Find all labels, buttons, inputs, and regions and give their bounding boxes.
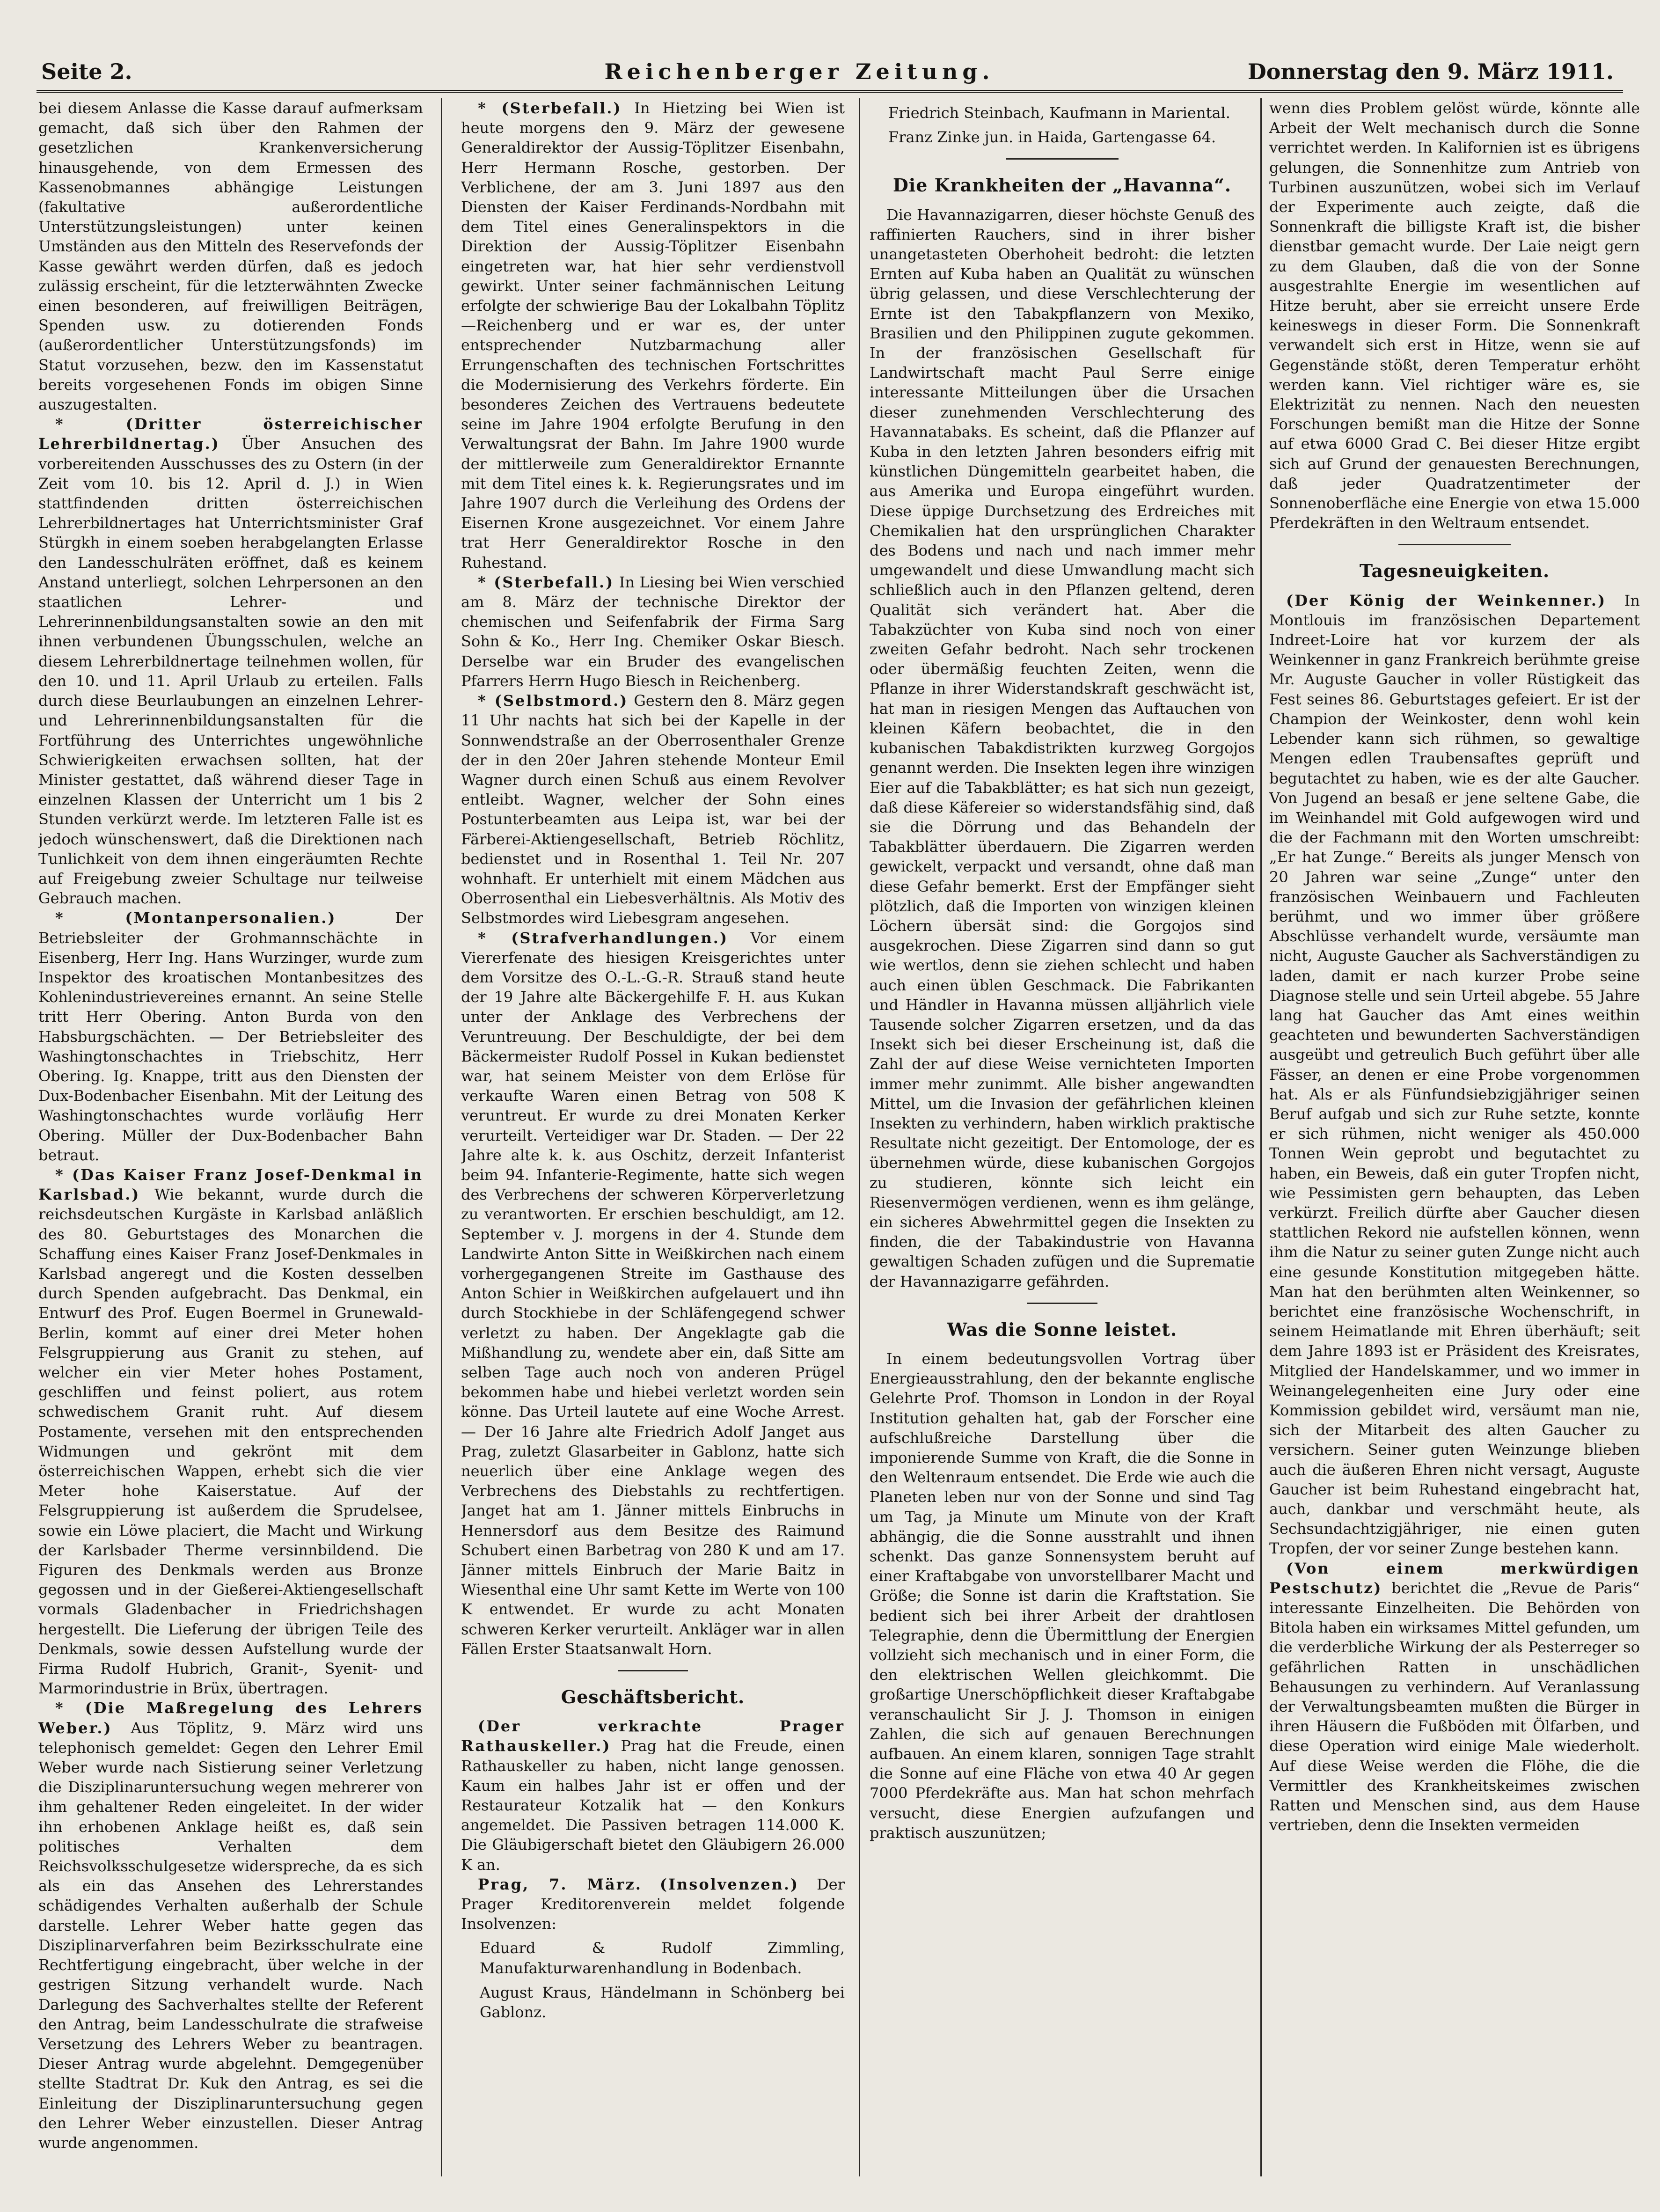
item-body: In Hietzing bei Wien ist heute morgens den 9. März der gewesene Generaldirektor der Aussig-Töplitzer Eisenbahn, Herr Hermann Rosche, gestorben. Der Verblichene, der am 3. Juni 1897 aus den Diensten der Kaiser Ferdinands-Nordbahn mit dem Titel eines Generalinspektors in die Direktion der Aussig-Töplitzer Eisenbahn eingetreten war, hat hier sehr verdienstvoll gewirkt. Unter seiner fachmännischen Leitung erfolgte der schwierige Bau der Lokalbahn Töplitz—Reichenberg und er war es, der unter entsprechender Nutzbarmachung aller Errungenschaften des technischen Fortschrittes die Modernisierung des Verkehrs förderte. Ein besonderes Zeichen des Vertrauens bedeutete seine im Jahre 1904 erfolgte Berufung in den Verwaltungsrat der Bahn. Im Jahre 1900 wurde der mittlerweile zum Generaldirektor Ernannte mit dem Titel eines k. k. Regierungsrates und im Jahre 1907 durch die Verleihung des Ordens der Eisernen Krone ausgezeichnet. Vor einem Jahre trat Herr Generaldirektor Rosche in den Ruhestand. bbox=[461, 99, 845, 571]
article-heading-havana: Die Krankheiten der „Havanna“. bbox=[892, 175, 1232, 196]
item-body: Prag hat die Freude, einen Rathauskeller zu haben, nicht lange genossen. Kaum ein halbes Jahr ist er offen und der Restaurateur Kotzalik hat — den Konkurs angemeldet. Die Passiven betragen 114.000 K. Die Gläubigerschaft bietet den Gläubigern 26.000 K an. bbox=[461, 1737, 845, 1874]
news-item-court bbox=[461, 928, 845, 1659]
news-item-teacher-weber bbox=[38, 1698, 423, 2153]
section-heading-business: Geschäftsbericht. bbox=[561, 1686, 745, 1708]
item-heading: * (Dritter österreichischer Lehrerbildnertag.) bbox=[38, 415, 423, 453]
item-body: In Liesing bei Wien verschied am 8. März der technische Direktor der chemischen und Seifenfabrik der Firma Sarg Sohn & Ko., Herr Ing. Chemiker Oskar Biesch. Derselbe war ein Bruder des evangelischen Pfarrers Herrn Hugo Biesch in Reichenberg. bbox=[461, 573, 845, 690]
article-text-havana: Die Havannazigarren, dieser höchste Genuß des raffinierten Rauchers, sind in ihrer bisher unangetasteten Oberhoheit bedroht: die letzten Ernten auf Kuba haben an Qualität zu wünschen übrig gelassen, und diese Verschlechterung der Ernte ist den Tabakpflanzern von Mexiko, Brasilien und den Philippinen zugute gekommen. In der französischen Gesellschaft für Landwirtschaft macht Paul Serre einige interessante Mitteilungen über die Ursachen dieser zunehmenden Verschlechterung des Havannatabaks. Es scheint, daß die Pflanzer auf Kuba in den letzten Jahren besonders eifrig mit künstlichen Düngemitteln gearbeitet haben, die aus Amerika und Europa eingeführt wurden. Diese üppige Durchsetzung des Erdreiches mit Chemikalien hat den ursprünglichen Charakter des Bodens und nach und nach immer mehr umgewandelt und diese Umwandlung macht sich schließlich auch in den Pflanzen geltend, deren Qualität sich verändert hat. Aber die Tabakzüchter von Kuba sind noch von einer zweiten Gefahr bedroht. Nach sehr trockenen oder übermäßig feuchten Zeiten, wenn die Pflanze in ihrer Widerstandskraft geschwächt ist, hat man in riesigen Mengen das Auftauchen von kleinen Käfern beobachtet, die in den kubanischen Tabakdistrikten kurzweg Gorgojos genannt werden. Die Insekten legen ihre winzigen Eier auf die Tabakblätter; es hat sich nun gezeigt, daß diese Käfereier so widerstandsfähig sind, daß sie die Dörrung und das Behandeln der Tabakblätter überdauern. Die Zigarren werden gewickelt, verpackt und versandt, ohne daß man diese Gefahr bemerkt. Erst der Empfänger sieht plötzlich, daß die Importen von winzigen kleinen Löchern übersät sind: die Gorgojos sind ausgekrochen. Diese Zigarren sind dann so gut wie wertlos, denn sie ziehen schlecht und haben auch einen üblen Geschmack. Die Fabrikanten und Händler in Havanna müssen alljährlich viele Tausende solcher Zigarren ersetzen, und da das Insekt sich bei dieser Erscheinung ist, daß die Zahl der auf diese Weise vernichteten Importen immer mehr zunimmt. Alle bisher angewandten Mittel, um die Invasion der gefährlichen kleinen Insekten zu verhindern, haben wirklich praktische Resultate nicht gezeitigt. Der Entomologe, der es übernehmen würde, diese kubanischen Gorgojos zu studieren, könnte sich leicht ein Riesenvermögen verdienen, wenn es ihm gelänge, ein sicheres Abwehrmittel gegen die Insekten zu finden, die der Tabakindustrie von Havanna gewaltigen Schaden zufügen und die Suprematie der Havannazigarre gefährden. bbox=[870, 205, 1255, 1290]
column-1 bbox=[38, 98, 423, 2186]
business-item-rathauskeller bbox=[461, 1716, 845, 1875]
item-heading: * (Die Maßregelung des Lehrers Weber.) bbox=[38, 1699, 423, 1737]
item-body: Gestern den 8. März gegen 11 Uhr nachts hat sich bei der Kapelle in der Sonnwendstraße an der Oberrosenthaler Grenze der in den 20er Jahren stehende Monteur Emil Wagner durch einen Schuß aus einem Revolver entleibt. Wagner, welcher der Sohn eines Postunterbeamten aus Leipa ist, war bei der Färberei-Aktiengesellschaft, Betrieb Röchlitz, bedienstet und in Rosenthal 1. Teil Nr. 207 wohnhaft. Er unterhielt mit einem Mädchen aus Oberrosenthal ein Liebesverhältnis. Als Motiv des Selbstmordes wird Liebesgram angesehen. bbox=[461, 692, 845, 927]
item-body: Vor einem Viererfenate des hiesigen Kreisgerichtes unter dem Vorsitze des O.-L.-G.-R. Strauß stand heute der 19 Jahre alte Bäckergehilfe F. H. aus Kukan unter der Anklage des Verbrechens der Veruntreuung. Der Beschuldigte, der bei dem Bäckermeister Rudolf Possel in Kukan bedienstet war, hat seinem Meister von dem Erlöse für verkaufte Waren einen Betrag von 508 K veruntreut. Er wurde zu drei Monaten Kerker verurteilt. Verteidiger war Dr. Staden. — Der 22 Jahre alte k. k. aus Oschitz, derzeit Infanterist beim 94. Infanterie-Regimente, hatte sich wegen des Verbrechens der schweren Körperverletzung zu verantworten. Er erschien beschuldigt, am 12. September v. J. morgens in der 4. Stunde dem Landwirte Anton Sitte in Weißkirchen nach einem vorhergegangenen Streite im Gasthause des Anton Schier in Weißkirchen aufgelauert und ihn durch Stockhiebe in der Schläfengegend schwer verletzt zu haben. Der Angeklagte gab die Mißhandlung zu, wendete aber ein, daß Sitte am selben Tage auch noch von anderen Prügel bekommen habe und hiebei verletzt worden sein könne. Das Urteil lautete auf eine Woche Arrest. — Der 16 Jahre alte Friedrich Adolf Janget aus Prag, zuletzt Glasarbeiter in Gablonz, hatte sich neuerlich über eine Anklage wegen des Verbrechens des Diebstahls zu rechtfertigen. Janget hat am 1. Jänner mittels Einbruchs in Hennersdorf aus dem Besitze des Raimund Schubert einen Barbetrag von 280 K und am 17. Jänner mittels Einbruch der Marie Baitz in Wiesenthal eine Uhr samt Kette im Werte von 100 K entwendet. Er wurde zu acht Monaten schweren Kerker verurteilt. Ankläger war in allen Fällen Erster Staatsanwalt Horn. bbox=[461, 929, 845, 1658]
news-item-mining-personnel bbox=[38, 908, 423, 1165]
article-text-sun: In einem bedeutungsvollen Vortrag über Energieausstrahlung, den der bekannte englische Gelehrte Prof. Thomson in London in der Royal Institution gehalten hat, gab der Forscher eine aufschlußreiche Darstellung über die imponierende Summe von Kraft, die die Sonne in den Weltenraum entsendet. Die Erde wie auch die Planeten leben nur von der Sonne und sind Tag um Tag, ja Minute um Minute von der Kraft abhängig, die die Sonne ausstrahlt und ihnen schenkt. Das ganze Sonnensystem beruht auf einer Kraftabgabe von unvorstellbarer Macht und Größe; die Sonne ist darin die Kraftstation. Sie bedient sich bei ihrer Arbeit der drahtlosen Telegraphie, denn die Übermittlung der Energien vollzieht sich mechanisch und in einer Form, die den elektrischen Wellen gleichkommt. Die großartige Unerschöpflichkeit dieser Kraftabgabe veranschaulicht Sir J. J. Thomson in einigen Zahlen, die sich auf genauen Berechnungen aufbauen. An einem klaren, sonnigen Tage strahlt die Sonne auf eine Fläche von etwa 40 Ar gegen 7000 Pferdekräfte aus. Man hat schon mehrfach versucht, diese Energien aufzufangen und praktisch auszunützen; bbox=[870, 1349, 1255, 1842]
insolvency-entry: Friedrich Steinbach, Kaufmann in Mariental. bbox=[888, 104, 1230, 122]
item-body: Der Betriebsleiter der Grohmannschächte in Eisenberg, Herr Ing. Hans Wurzinger, wurde zum Inspektor des kroatischen Montanbesitzes des Kohlenindustrievereines ernannt. An seine Stelle tritt Herr Obering. Anton Burda von den Habsburgschächten. — Der Betriebsleiter des Washingtonschachtes in Triebschitz, Herr Obering. Ig. Knappe, tritt aus den Diensten der Dux-Bodenbacher Eisenbahn. Mit der Leitung des Washingtonschachtes wurde vorläufig Herr Obering. Müller der Dux-Bodenbacher Bahn betraut. bbox=[38, 909, 423, 1164]
column-3 bbox=[870, 98, 1255, 2186]
news-item-monument bbox=[38, 1165, 423, 1698]
page-number: Seite 2. bbox=[41, 59, 132, 84]
article-text: bei diesem Anlasse die Kasse darauf aufmerksam gemacht, daß sich über den Rahmen der gesetzlichen Krankenversicherung hinausgehende, von dem Ermessen des Kassenobmannes abhängige Leistungen (fakultative außerordentliche Unterstützungsleistungen) unter keinen Umständen aus den Mitteln des Reservefonds der Kasse gewährt werden dürfen, daß es jedoch zulässig erscheint, für die letzterwähnten Zwecke einen besonderen, auf freiwilligen Beiträgen, Spenden usw. zu dotierenden Fonds (außerordentlicher Unterstützungsfonds) im Statut vorzusehen, bezw. den im Kassenstatut bereits vorgesehenen Fonds im obigen Sinne auszugestalten. bbox=[38, 99, 423, 414]
item-body: In Montlouis im französischen Departement Indreet-Loire hat vor kurzem der als Weinkenner in ganz Frankreich berühmte greise Mr. Auguste Gaucher in voller Rüstigkeit das Fest seines 86. Geburtstages gefeiert. Er ist der Champion der Weinkoster, denn wohl kein Lebender kann sich rühmen, so gewaltige Mengen edlen Traubensaftes geprüft und begutachtet zu haben, wie es der alte Gaucher. Von Jugend an besaß er jene seltene Gabe, die im Weinhandel mit Gold aufgewogen wird und die der Fachmann mit den Worten umschreibt: „Er hat Zunge.“ Bereits als junger Mensch von 20 Jahren war seine „Zunge“ unter den französischen Weinbauern und Fachleuten berühmt, und wo immer über größere Abschlüsse verhandelt wurde, versäumte man nicht, Auguste Gaucher als Sachverständigen zu laden, damit er nach kurzer Probe seine Diagnose stelle und sein Urteil abgebe. 55 Jahre lang hat Gaucher das Amt eines weithin geachteten und bewunderten Sachverständigen ausgeübt und getreulich Buch geführt über alle Fässer, an denen er eine Probe vorgenommen hat. Als er als Fünfundsiebzigjähriger seinen Beruf aufgab und sich zur Ruhe setzte, konnte er sich rühmen, nicht weniger als 450.000 Tonnen Wein geprobt und begutachtet zu haben, ein Beweis, daß ein guter Tropfen nicht, wie Pessimisten gern behaupten, das Leben verkürzt. Freilich dürfte aber Gaucher diesen stattlichen Rekord nie aufstellen können, wenn ihm die Natur zu seiner guten Zunge nicht auch eine gesunde Konstitution mitgegeben hätte. Man hat den berühmten alten Weinkenner, so berichtet eine französische Wochenschrift, in seinem Heimatlande mit Ehren überhäuft; seit dem Jahre 1893 ist er Präsident des Kreisrates, Mitglied der Handelskammer, und wo immer in Weinangelegenheiten eine Jury oder eine Kommission gebildet wird, versäumt man nie, sich der Mitarbeit des alten Gaucher zu versichern. Seiner guten Weinzunge blieben auch die äußeren Ehren nicht versagt, Auguste Gaucher ist beim Ruhestand eingebracht hat, auch, dankbar und verschmäht heute, als Sechsundachtzigjähriger, nie einen guten Tropfen, der vor seiner Zunge bestehen kann. bbox=[1269, 591, 1640, 1558]
column-rule bbox=[859, 98, 860, 2176]
news-item-death-biesch bbox=[461, 572, 845, 691]
masthead bbox=[37, 56, 1623, 93]
insolvency-entry: Franz Zinke jun. in Haida, Gartengasse 64. bbox=[888, 128, 1216, 146]
news-item-teacher-trainers bbox=[38, 414, 423, 908]
insolvency-entry: August Kraus, Händelmann in Schönberg bei Gablonz. bbox=[480, 1983, 845, 2022]
item-body: Aus Töplitz, 9. März wird uns telephonisch gemeldet: Gegen den Lehrer Emil Weber wurde nach Sistierung seiner Verletzung die Disziplinaruntersuchung wegen mehrerer von ihm gehaltener Reden eingeleitet. In der wider ihn erhobenen Anklage heißt es, daß sein politisches Verhalten dem Reichsvolksschulgesetze widerspreche, da es sich als ein das Ansehen des Lehrerstandes schädigendes Verhalten außerhalb der Schule darstelle. Lehrer Weber hatte gegen das Disziplinarverfahren beim Bezirksschulrate eine Rechtfertigung eingebracht, über welche in der gestrigen Sitzung verhandelt wurde. Nach Darlegung des Sachverhaltes stellte der Referent den Antrag, beim Landesschulrate die strafweise Versetzung des Lehrers Weber zu beantragen. Dieser Antrag wurde abgelehnt. Demgegenüber stellte Stadtrat Dr. Kuk den Antrag, es sei die Einleitung der Disziplinaruntersuchung gegen den Lehrer Weber einzustellen. Dieser Antrag wurde angenommen. bbox=[38, 1719, 423, 2152]
item-heading: (Der König der Weinkenner.) bbox=[1286, 591, 1607, 609]
issue-date: Donnerstag den 9. März 1911. bbox=[1247, 59, 1614, 84]
section-divider bbox=[1006, 158, 1119, 160]
item-heading: (Der verkrachte Prager Rathauskeller.) bbox=[461, 1717, 845, 1755]
article-heading-sun: Was die Sonne leistet. bbox=[947, 1318, 1177, 1340]
item-heading: * (Das Kaiser Franz Josef-Denkmal in Karlsbad.) bbox=[38, 1165, 423, 1204]
item-heading: * (Selbstmord.) bbox=[478, 692, 629, 710]
news-item-death-rosche bbox=[461, 98, 845, 572]
item-tag: (Insolvenzen.) bbox=[659, 1875, 799, 1893]
item-heading: * (Montanpersonalien.) bbox=[55, 909, 336, 927]
item-body: Über Ansuchen des vorbereitenden Ausschusses des zu Ostern (in der Zeit vom 10. bis 12. April d. J.) in Wien stattfindenden dritten österreichischen Lehrerbildnertages hat Unterrichtsminister Graf Stürgkh in einem soeben herabgelangten Erlasse den Landesschulräten eröffnet, daß es keinem Anstand unterliegt, solchen Lehrpersonen an den staatlichen Lehrer- und Lehrerinnenbildungsanstalten sowie an den mit ihnen verbundenen Übungsschulen, welche an diesem Lehrerbildnertage teilnehmen wollen, für den 10. und 11. April Urlaub zu erteilen. Falls durch diese Beurlaubungen an einzelnen Lehrer- und Lehrerinnenbildungsanstalten für die Fortführung des Unterrichtes ungewöhnliche Schwierigkeiten erwachsen sollten, hat der Minister gestattet, daß während dieser Tage in einzelnen Klassen der Unterricht um 1 bis 2 Stunden verkürzt werde. Im letzteren Falle ist es jedoch wünschenswert, daß die Direktionen nach Tunlichkeit von dem ihnen eingeräumten Rechte auf Freigebung zweier Schultage nur teilweise Gebrauch machen. bbox=[38, 435, 423, 908]
item-heading: * (Strafverhandlungen.) bbox=[478, 929, 729, 947]
newspaper-title: Reichenberger Zeitung. bbox=[604, 59, 995, 84]
article-text-sun-continued: wenn dies Problem gelöst würde, könnte alle Arbeit der Welt mechanisch durch die Sonne verrichtet werden. In Kalifornien ist es übrigens gelungen, die Sonnenhitze zum Antrieb von Turbinen auszunützen, wobei sich im Verlauf der Experimente auch zeigte, daß die Sonnenkraft die billigste Kraft ist, die bisher dienstbar gemacht wurde. Der Laie neigt gern zu dem Glauben, daß die von der Sonne ausgestrahlte Energie im wesentlichen auf Hitze beruht, aber sie erreicht unsere Erde keineswegs in dieser Form. Die Sonnenkraft verwandelt sich erst in Hitze, wenn sie auf Gegenstände stößt, deren Temperatur erhöht werden kann. Viel richtiger wäre es, sie Elektrizität zu nennen. Nach den neuesten Forschungen bemißt man die Hitze der Sonne auf etwa 6000 Grad C. Bei dieser Hitze ergibt sich auf Grund der genauesten Berechnungen, daß jeder Quadratzentimeter der Sonnenoberfläche eine Energie von etwa 15.000 Pferdekräften in den Weltraum entsendet. bbox=[1269, 99, 1640, 532]
item-body: Der Prager Kreditorenverein meldet folgende Insolvenzen: bbox=[461, 1875, 845, 1933]
item-heading: * (Sterbefall.) bbox=[478, 99, 622, 117]
business-item-insolvencies bbox=[461, 1875, 845, 1934]
item-body: berichtet die „Revue de Paris“ interessante Einzelheiten. Die Behörden von Bitola haben ein wirksames Mittel gefunden, um die verderbliche Wirkung der als Pesterreger so gefährlichen Ratten in unschädlichen Behausungen zu verhindern. Auf Veranlassung der Verwaltungsbeamten mußten die Bürger in ihren Häusern die Fußböden mit Ölfarben, und diese Operation wird einige Male wiederholt. Auf diese Weise werden die Flöhe, die die Vermittler des Krankheitskeimes zwischen Ratten und Menschen sind, aus dem Hause vertrieben, denn die Insekten vermeiden bbox=[1269, 1579, 1640, 1834]
section-divider bbox=[618, 1670, 688, 1671]
column-rule bbox=[441, 98, 442, 2176]
section-divider bbox=[1398, 544, 1511, 545]
item-heading: Prag, 7. März. bbox=[478, 1875, 642, 1893]
insolvency-entry: Eduard & Rudolf Zimmling, Manufakturwarenhandlung in Bodenbach. bbox=[480, 1939, 845, 1977]
news-item-wine-king bbox=[1269, 591, 1640, 1559]
news-item-suicide bbox=[461, 691, 845, 928]
item-heading: (Von einem merkwürdigen Pestschutz) bbox=[1269, 1559, 1640, 1597]
news-item-plague-protection bbox=[1269, 1559, 1640, 1835]
section-divider bbox=[1027, 1303, 1097, 1304]
item-body: Wie bekannt, wurde durch die reichsdeutschen Kurgäste in Karlsbad anläßlich des 80. Geburtstages des Monarchen die Schaffung eines Kaiser Franz Josef-Denkmales in Karlsbad angeregt und die Kosten desselben durch Spenden aufgebracht. Das Denkmal, ein Entwurf des Prof. Eugen Boermel in Grunewald-Berlin, kommt auf einer drei Meter hohen Felsgruppierung aus Granit zu stehen, auf welcher ein vier Meter hohes Postament, geschliffen und feinst poliert, aus rotem schwedischem Granit ruht. Auf diesem Postamente, versehen mit den entsprechenden Widmungen und gekrönt mit dem österreichischen Wappen, erhebt sich die vier Meter hohe Kaiserstatue. Auf der Felsgruppierung ist außerdem die Sprudelsee, sowie ein Löwe placiert, die Macht und Wirkung der Karlsbader Therme versinnbildend. Die Figuren des Denkmals werden aus Bronze gegossen und in der Gießerei-Aktiengesellschaft vormals Gladenbacher in Friedrichshagen hergestellt. Die Lieferung der übrigen Teile des Denkmals, sowie dessen Aufstellung wurde der Firma Rudolf Hubrich, Granit-, Syenit- und Marmorindustrie in Brüx, übertragen. bbox=[38, 1186, 423, 1698]
column-2 bbox=[461, 98, 845, 2186]
column-rule bbox=[1260, 98, 1262, 2176]
column-4 bbox=[1269, 98, 1640, 2186]
section-heading-news: Tagesneuigkeiten. bbox=[1359, 560, 1550, 582]
item-heading: * (Sterbefall.) bbox=[478, 573, 614, 591]
